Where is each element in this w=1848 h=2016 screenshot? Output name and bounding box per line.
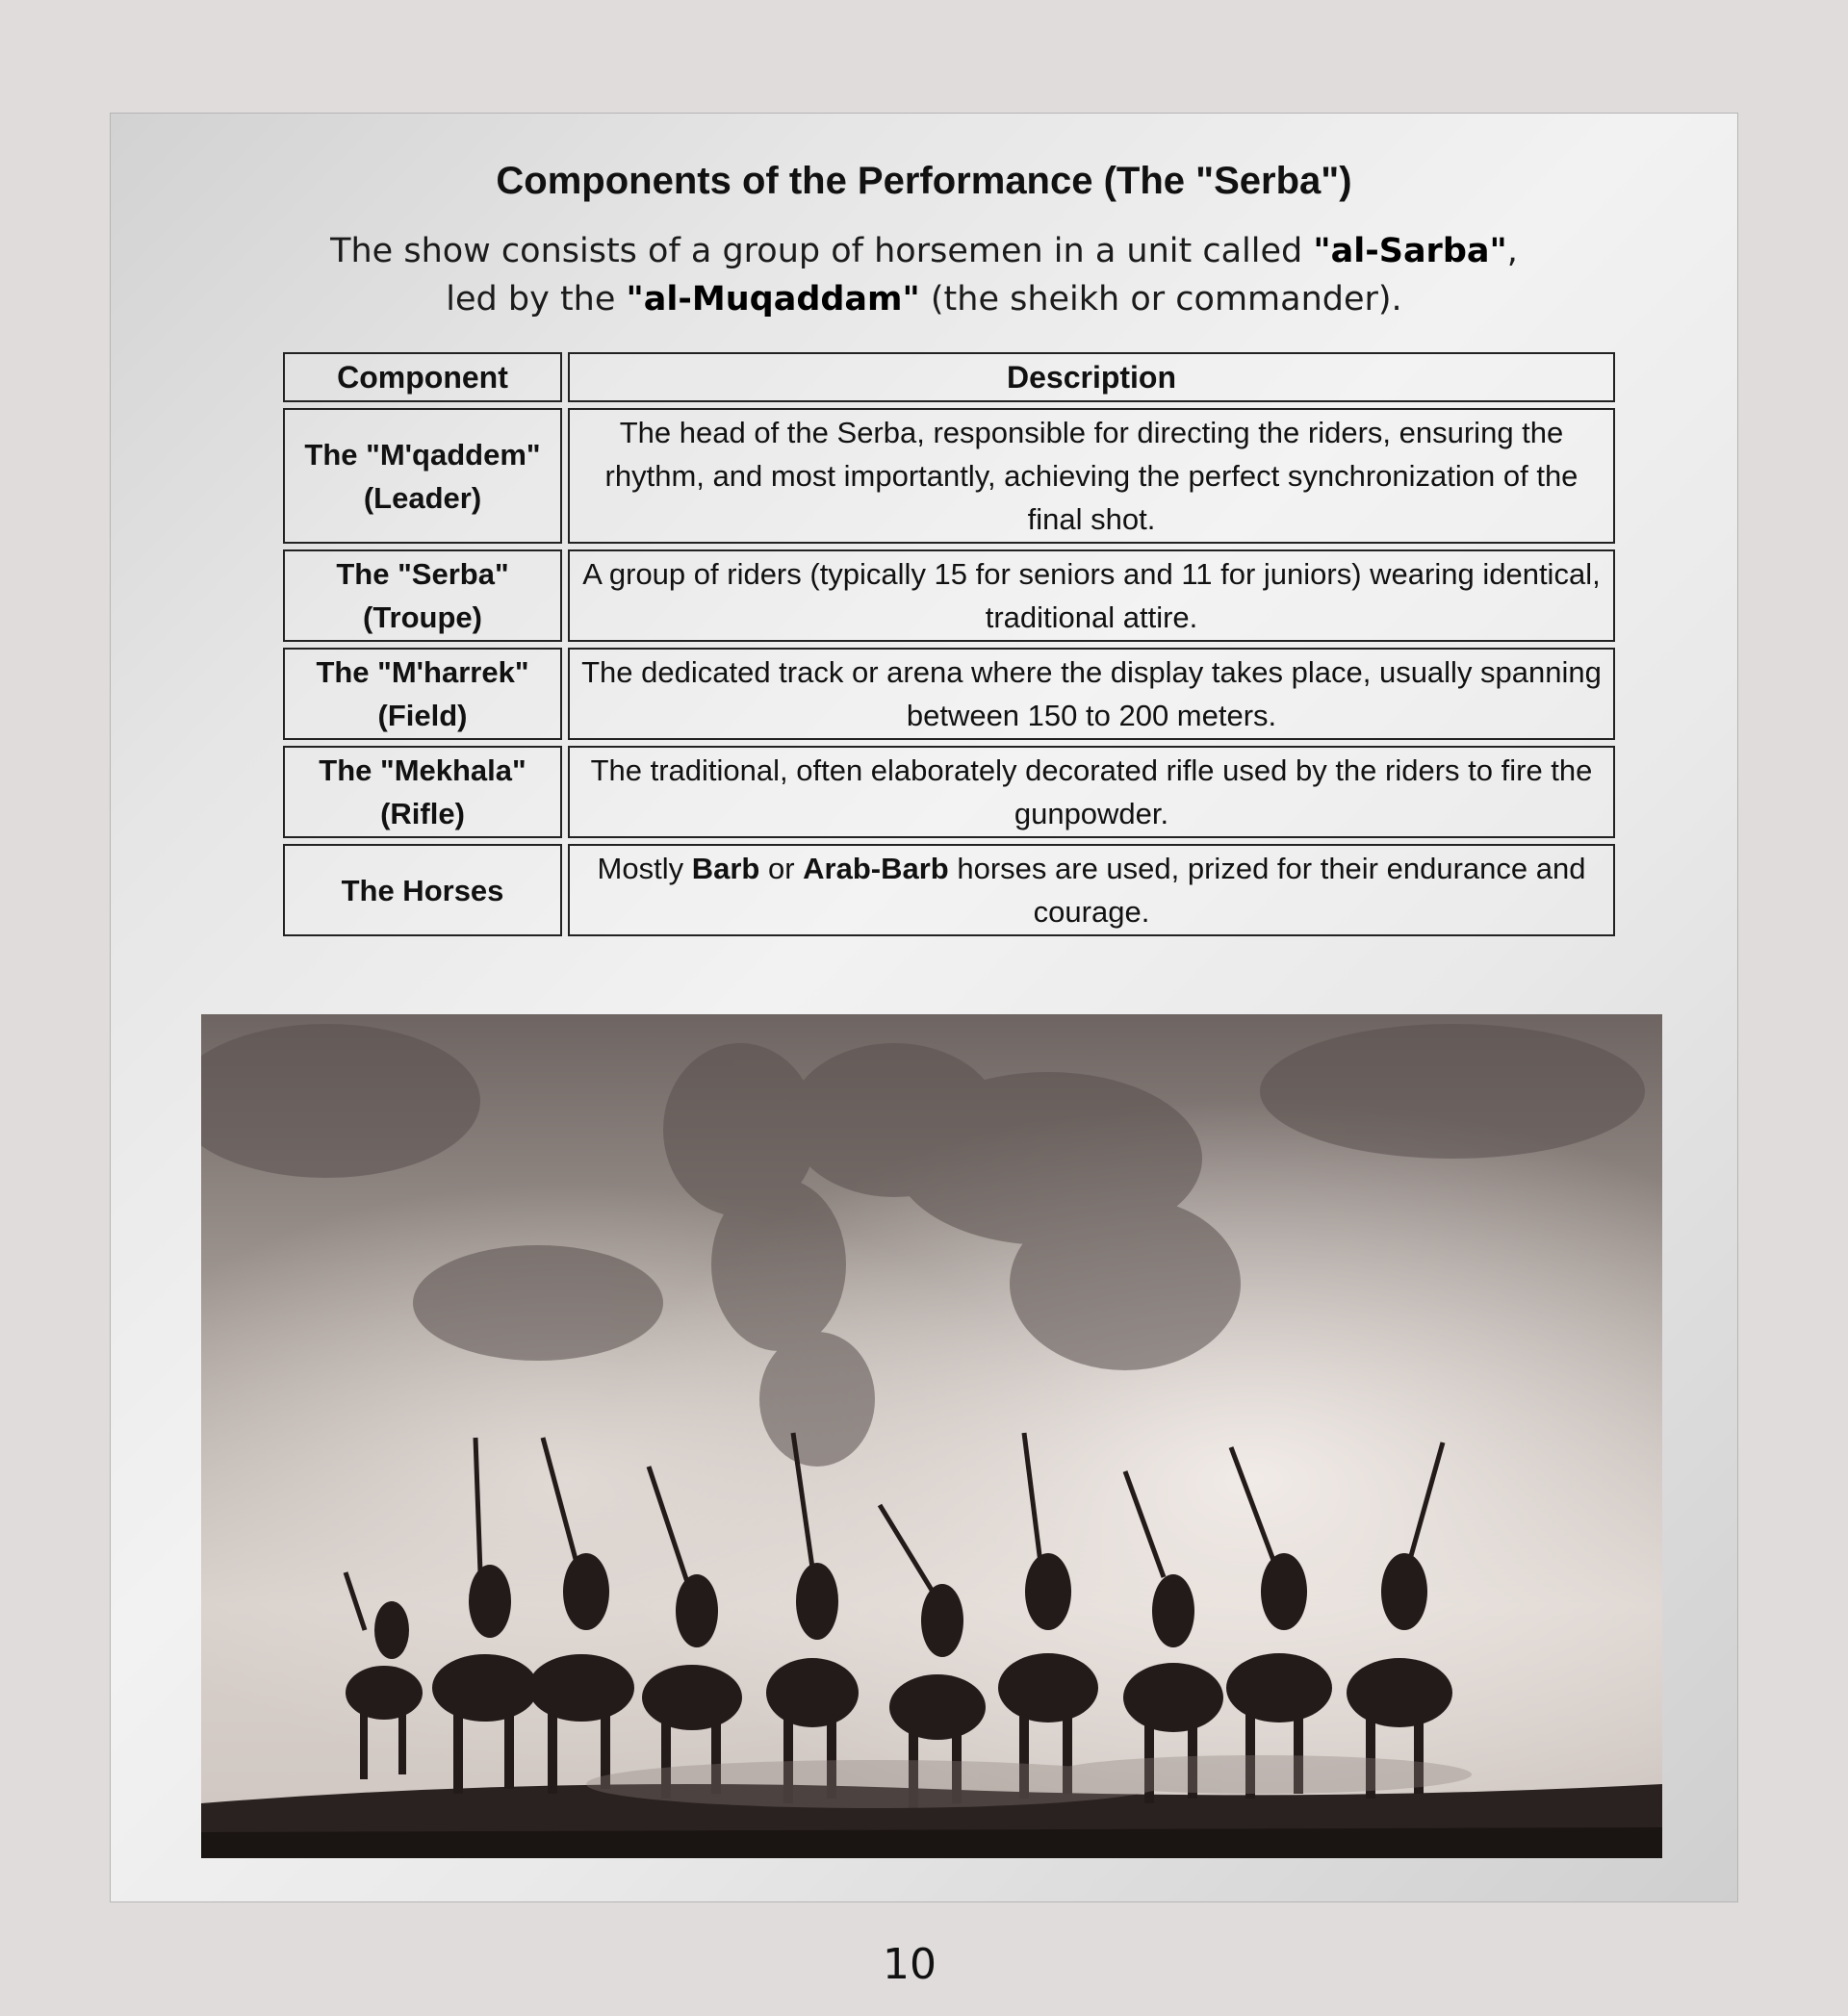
table-row — [283, 408, 1615, 544]
page-number: 10 — [883, 1940, 937, 1989]
component-cell: The Horses — [283, 844, 562, 936]
components-table — [277, 346, 1621, 942]
intro-paragraph — [0, 227, 1848, 323]
intro-text: (the sheikh or commander). — [919, 280, 1402, 319]
description-cell: The traditional, often elaborately decorated rifle used by the riders to fire the gunpowder. — [568, 746, 1615, 838]
horsemen-photo — [201, 1014, 1662, 1858]
intro-bold-term: "al-Sarba" — [1313, 232, 1507, 270]
table-row — [283, 549, 1615, 642]
intro-text: , — [1506, 232, 1518, 270]
header-component: Component — [283, 352, 562, 402]
table-row — [283, 746, 1615, 838]
intro-text: The show consists of a group of horsemen in a unit called — [330, 232, 1314, 270]
component-cell: The "Serba" (Troupe) — [283, 549, 562, 642]
component-cell: The "Mekhala" (Rifle) — [283, 746, 562, 838]
table-row — [283, 648, 1615, 740]
component-cell: The "M'harrek" (Field) — [283, 648, 562, 740]
table-header-row — [283, 352, 1615, 402]
page-title: Components of the Performance (The "Serba") — [496, 160, 1352, 202]
description-cell: A group of riders (typically 15 for seniors and 11 for juniors) wearing identical, traditional attire. — [568, 549, 1615, 642]
description-cell: Mostly Barb or Arab-Barb horses are used, prized for their endurance and courage. — [568, 844, 1615, 936]
table-row — [283, 844, 1615, 936]
component-cell: The "M'qaddem" (Leader) — [283, 408, 562, 544]
intro-text: led by the — [446, 280, 627, 319]
description-cell: The head of the Serba, responsible for directing the riders, ensuring the rhythm, and most importantly, achieving the perfect synchronization of the final shot. — [568, 408, 1615, 544]
description-cell: The dedicated track or arena where the display takes place, usually spanning between 150 to 200 meters. — [568, 648, 1615, 740]
header-description: Description — [568, 352, 1615, 402]
intro-bold-term: "al-Muqaddam" — [626, 280, 920, 319]
